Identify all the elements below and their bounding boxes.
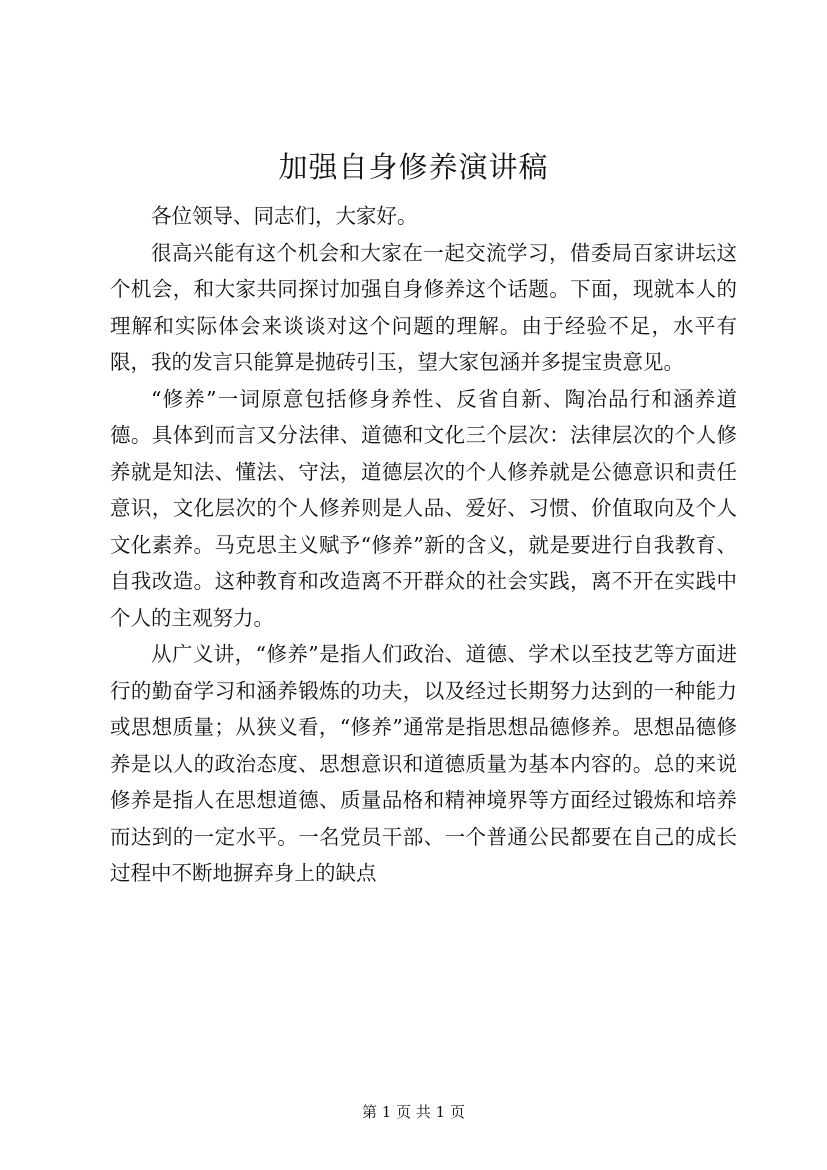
document-body	[110, 198, 737, 892]
paragraph-greeting: 各位领导、同志们，大家好。	[151, 204, 418, 228]
page-footer: 第 1 页 共 1 页	[362, 1103, 465, 1121]
paragraph-broad-meaning: 从广义讲，“修养”是指人们政治、道德、学术以至技艺等方面进行的勤奋学习和涵养锻炼的功夫，以及经过长期努力达到的一种能力或思想质量；从狭义看，“修养”通常是指思想品德修养。思想品德修养是以人的政治态度、思想意识和道德质量为基本内容的。总的来说修养是指人在思想道德、质量品格和精神境界等方面经过锻炼和培养而达到的一定水平。一名党员干部、一个普通公民都要在自己的成长过程中不断地摒弃身上的缺点	[110, 642, 737, 885]
document-title: 加强自身修养演讲稿	[278, 150, 549, 184]
paragraph-introduction: 很高兴能有这个机会和大家在一起交流学习，借委局百家讲坛这个机会，和大家共同探讨加强自身修养这个话题。下面，现就本人的理解和实际体会来谈谈对这个问题的理解。由于经验不足，水平有限，我的发言只能算是抛砖引玉，望大家包涵并多提宝贵意见。	[110, 240, 737, 374]
paragraph-definition: “修养”一词原意包括修身养性、反省自新、陶冶品行和涵养道德。具体到而言又分法律、道德和文化三个层次：法律层次的个人修养就是知法、懂法、守法，道德层次的个人修养就是公德意识和责任意识，文化层次的个人修养则是人品、爱好、习惯、价值取向及个人文化素养。马克思主义赋予“修养”新的含义，就是要进行自我教育、自我改造。这种教育和改造离不开群众的社会实践，离不开在实践中个人的主观努力。	[110, 386, 737, 630]
